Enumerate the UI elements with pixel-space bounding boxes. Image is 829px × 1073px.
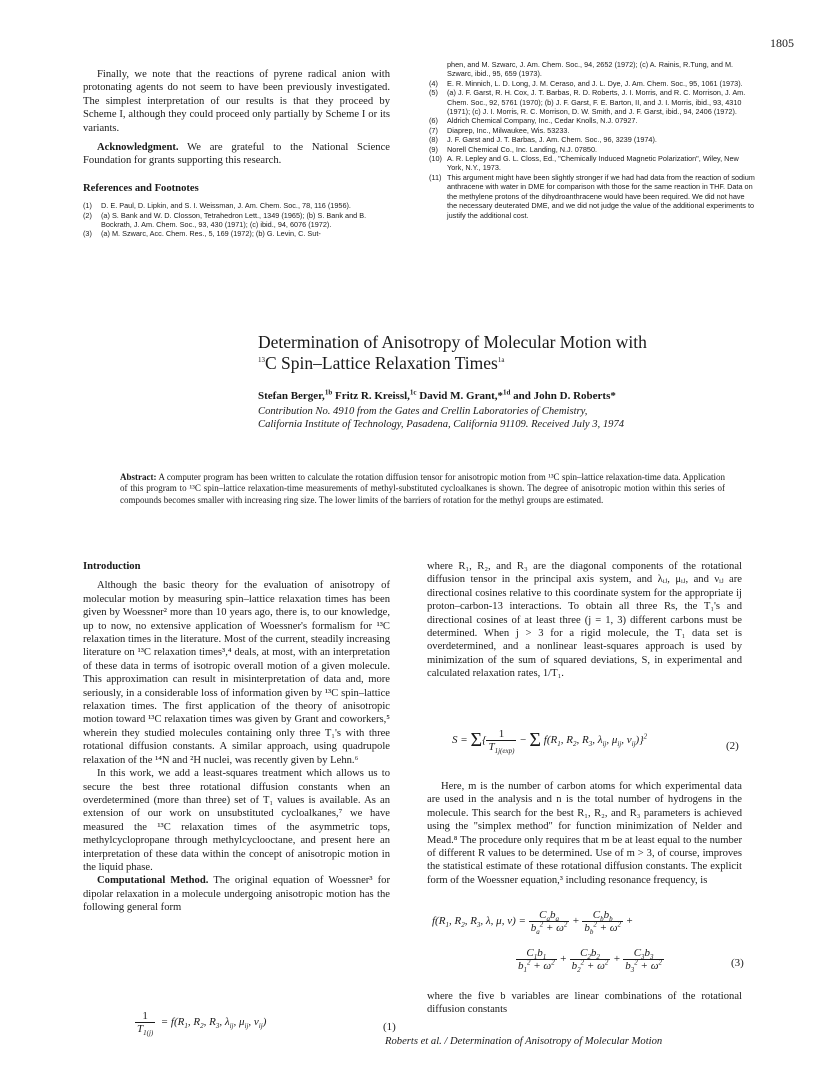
reference-text: This argument might have been slightly stronger if we had had data from the reaction of sodium anthracene with water in DME for comparison with those for the same reaction in THF. Data on the methylene protons of the dihydroanthracene would have been required. We did not have the necessary deuterated DME, and we did not judge the value of the additional experiments to justify the additional cost. — [447, 172, 755, 220]
reference-number: (11) — [429, 172, 442, 182]
computational-method-label: Computational Method. — [97, 875, 209, 887]
reference-item — [429, 145, 755, 154]
author-name: Stefan Berger, — [258, 390, 325, 402]
abstract-text: A computer program has been written to calculate the rotation diffusion tensor for anisotropic motion from ¹³C spin–lattice relaxation-time data. Application of this program to ¹³C spin–lattice relaxation-time measurements of methyl-substituted cycloalkanes is shown. The degree of anisotropic motion within this series of compounds becomes smaller with increasing ring size. The lower limits of the barriers of rotation for the methyl groups are estimated. — [120, 472, 725, 505]
title-line-1: Determination of Anisotropy of Molecular Motion with — [258, 332, 647, 352]
reference-item — [429, 79, 755, 88]
acknowledgment — [83, 141, 390, 168]
reference-text: phen, and M. Szwarc, J. Am. Chem. Soc., 94, 2652 (1972); (c) A. Rainis, R.Tung, and M. Szwarc, ibid., 95, 659 (1973). — [447, 60, 734, 79]
reference-item — [429, 88, 755, 116]
equation-3-line-2: $\frac{C_1b_1}{b_1^2 + \omega^2}$ + $\frac{C_2b_2}{b_2^2 + \omega^2}$ + $\frac{C_3b_3}{b_3^2 + \omega^2}$ — [518, 947, 662, 975]
affiliation-line-1: Contribution No. 4910 from the Gates and Crellin Laboratories of Chemistry, — [258, 406, 588, 417]
reference-text: (a) S. Bank and W. D. Closson, Tetrahedron Lett., 1349 (1965); (b) S. Bank and B. Bockrath, J. Am. Chem. Soc., 93, 430 (1971); (c) ibid., 94, 6076 (1972). — [101, 210, 367, 230]
title-footnote-superscript: 1a — [497, 356, 505, 365]
reference-number: (3) — [83, 229, 92, 239]
author-name: David M. Grant,* — [416, 390, 504, 402]
references-list-right — [429, 60, 755, 220]
affiliation-line-2: California Institute of Technology, Pasadena, California 91109. Received July 3, 1974 — [258, 419, 625, 431]
reference-item — [429, 173, 755, 220]
abstract — [120, 472, 725, 506]
reference-text: Diaprep, Inc., Milwaukee, Wis. 53233. — [447, 125, 570, 135]
computational-method-text: The original equation of Woessner³ for dipolar relaxation in a molecule undergoing anisotropic motion has the following general form — [83, 875, 390, 914]
equation-2: S = Σ{ $\frac{1}{T_{1j(exp)}}$ − Σ $f(R_1$, $R_2$, $R_3$, $\lambda_{ij}$, $\mu_{ij}$, $\nu_{ij})\}^2$ — [452, 728, 648, 756]
intro-paragraph-2: In this work, we add a least-squares treatment which allows us to secure the best three rotational diffusion constants when an overdetermined (more than three) set of T₁ values is available. As an extension of our work on unsubstituted cycloalkanes,⁷ we have measured the ¹³C relaxation times of the asymmetric tops, methylcyclopropane through methylcyclooctane, and present here an interpretation of these data within the concept of anisotropic motion in the liquid phase. — [83, 768, 390, 873]
author-footnote: 1b — [324, 388, 333, 397]
reference-number: (9) — [429, 144, 438, 154]
reference-number: (2) — [83, 210, 92, 220]
abstract-label: Abstract: — [120, 472, 157, 482]
left-body-column — [83, 560, 390, 915]
references-heading: References and Footnotes — [83, 182, 199, 194]
right-body-paragraph-2 — [427, 780, 742, 887]
reference-item — [429, 154, 755, 173]
equation-3-line-1: $f(R_1$, $R_2$, $R_3$, λ, μ, ν) = $\frac{C_ab_a}{b_a^2 + \omega^2}$ + $\frac{C_bb_b}{b_b^2 + \omega^2}$ + — [432, 909, 634, 937]
reference-number: (6) — [429, 116, 438, 126]
reference-number: (1) — [83, 201, 92, 211]
article-title — [258, 332, 778, 374]
reference-item — [429, 126, 755, 135]
reference-item — [83, 211, 390, 230]
equation-2-number: (2) — [726, 740, 739, 752]
section-heading-introduction: Introduction — [83, 561, 141, 572]
reference-number: (8) — [429, 135, 438, 145]
reference-text: A. R. Lepley and G. L. Closs, Ed., "Chemically Induced Magnetic Polarization", Wiley, New York, N.Y., 1973. — [447, 154, 739, 173]
author-name: and John D. Roberts* — [510, 390, 616, 402]
reference-item — [429, 135, 755, 144]
reference-item — [429, 116, 755, 125]
reference-text: D. E. Paul, D. Lipkin, and S. I. Weissman, J. Am. Chem. Soc., 78, 116 (1956). — [101, 201, 351, 211]
acknowledgment-text: We are grateful to the National Science Foundation for grants supporting this research. — [83, 142, 390, 167]
reference-number: (10) — [429, 154, 442, 164]
author-footnote: 1c — [409, 388, 417, 397]
right-paragraph-3: where the five b variables are linear combinations of the rotational diffusion constants — [427, 991, 742, 1016]
title-line-2 — [258, 353, 778, 374]
title-line-2-text: C Spin–Lattice Relaxation Times — [265, 353, 498, 373]
running-footer: Roberts et al. / Determination of Anisotropy of Molecular Motion — [385, 1036, 663, 1047]
reference-item — [83, 201, 390, 210]
reference-number: (7) — [429, 125, 438, 135]
acknowledgment-label: Acknowledgment. — [97, 142, 179, 154]
reference-item — [429, 60, 755, 79]
right-paragraph-2: Here, m is the number of carbon atoms for which experimental data are used in the analysis and n is the total number of hydrogens in the molecule. This search for the best R₁, R₂, and R₃ parameters is achieved using the "simplex method" for function minimization of Nelder and Mead.⁸ The procedure only requires that m be at least equal to the number of different R values to be determined. Use of m > 3, of course, improves the statistical estimate of these rotational diffusion constants. The explicit form of the Woessner equation,³ including resonance frequency, is — [427, 781, 742, 886]
equation-1: $\frac{1}{T_{1(j)}}$ = $f(R_1$, $R_2$, $R_3$, $\lambda_{ij}$, $\mu_{ij}$, $\nu_{ij}$) — [137, 1010, 267, 1038]
reference-text: (a) J. F. Garst, R. H. Cox, J. T. Barbas, R. D. Roberts, J. I. Morris, and R. C. Morrison, J. Am. Chem. Soc., 92, 5761 (1970); (b) J. F. Garst, F. E. Barton, II, and J. I. Morris, ibid., 93, 4310 (1971); (c) J. I. Morris, R. C. Morrison, D. W. Smith, and J. F. Garst, ibid., 94, 2406 (1972). — [447, 88, 746, 117]
author-name: Fritz R. Kreissl, — [332, 390, 410, 402]
reference-text: Aldrich Chemical Company, Inc., Cedar Knolls, N.J. 07927. — [447, 116, 638, 126]
reference-text: (a) M. Szwarc, Acc. Chem. Res., 5, 169 (1972); (b) G. Levin, C. Sut- — [101, 229, 321, 239]
equation-1-number: (1) — [383, 1021, 396, 1033]
affiliation — [258, 405, 778, 432]
page-number: 1805 — [770, 36, 794, 50]
closing-paragraph: Finally, we note that the reactions of pyrene radical anion with protonating agents do not seem to have been previously investigated. The simplest interpretation of our results is that they proceed by Scheme I, although they could proceed only partially by Scheme I or its variants. — [83, 69, 390, 134]
reference-text: E. R. Minnich, L. D. Long, J. M. Ceraso, and J. L. Dye, J. Am. Chem. Soc., 95, 1061 (1973). — [447, 78, 743, 88]
reference-number: (5) — [429, 88, 438, 98]
reference-number: (4) — [429, 78, 438, 88]
title-isotope-superscript: 13 — [258, 356, 265, 365]
equation-3-number: (3) — [731, 957, 744, 969]
reference-item — [83, 229, 390, 238]
right-body-paragraph-1 — [427, 560, 742, 681]
closing-paragraph-block — [83, 68, 390, 239]
right-body-paragraph-3 — [427, 990, 742, 1017]
references-list-left — [83, 201, 390, 239]
reference-text: J. F. Garst and J. T. Barbas, J. Am. Chem. Soc., 96, 3239 (1974). — [447, 135, 657, 145]
author-footnote: 1d — [503, 388, 511, 397]
computational-method-paragraph — [83, 874, 390, 914]
reference-text: Norell Chemical Co., Inc. Landing, N.J. 07850. — [447, 144, 598, 154]
author-list — [258, 390, 616, 402]
right-paragraph-1: where R₁, R₂, and R₃ are the diagonal components of the rotational diffusion tensor in the principal axis system, and λᵢⱼ, μᵢⱼ, and νᵢⱼ are directional cosines relative to this coordinate system for the appropriate ij proton–carbon-13 interactions. To obtain all three Rs, the T₁'s and directional cosines of at least three (j = 1, 3) different carbons must be determined. When j > 3 for a rigid molecule, the T₁ data set is overdetermined, and a nonlinear least-squares approach is used by minimization of the sum of squared deviations, S, in experimental and calculated relaxation rates, 1/T₁. — [427, 561, 742, 680]
references-block-right — [429, 60, 755, 220]
intro-paragraph-1: Although the basic theory for the evaluation of anisotropy of molecular motion by measuring spin–lattice relaxation times has been given by Woessner² more than 10 years ago, there is, to our knowledge, up to now, no extensive application of Woessner's formalism for ¹³C relaxation times in the literature. Most of the current, steadily increasing literature on ¹³C relaxation times³,⁴ deals, at most, with an interpretation of these data in terms of isotropic overall motion of a given molecule. This approximation can result in misinterpretation of data and, more seriously, in a considerable loss of information given by ¹³C spin–lattice relaxation times. The first application of the theory of anisotropic motion toward ¹³C relaxation times was given by Grant and coworkers,⁵ wherein they studied molecules containing only three T₁'s with three rotational diffusion constants. A similar approach, using quadrupole relaxation of the ¹⁴N and ²H nuclei, was recently given by Lehn.⁶ — [83, 580, 390, 766]
